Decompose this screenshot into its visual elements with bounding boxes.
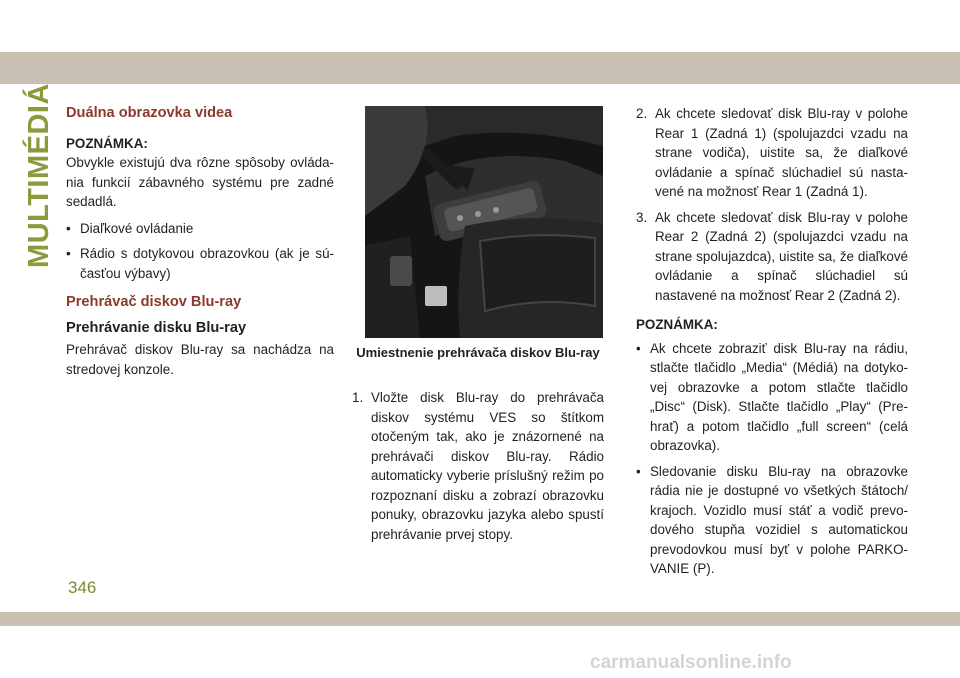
footer-band xyxy=(0,612,960,626)
side-label-text: MULTIMÉDIÁ xyxy=(22,82,55,268)
console-illustration xyxy=(365,106,603,338)
paragraph-location: Prehrávač diskov Blu-ray sa nachádza na stredovej konzole. xyxy=(66,342,334,377)
list-item: • Rádio s dotykovou obrazovkou (ak je súčasťou výbavy) xyxy=(66,244,334,283)
note-text: Obvykle existujú dva rôzne spôsoby ovládania funkcií zábavného systému pre zadné sedadlá. xyxy=(66,155,334,209)
step-text: Vložte disk Blu-ray do prehrávača diskov systému VES so štítkom otočeným tak, ako je znázornené na prehrávači diskov Blu-ray. Rádio automaticky vyberie príslušný režim po rozpoznaní disku a zobrazí obrazovku ponuky, obrazovku jazyka alebo spustí prehrávanie prvej stopy. xyxy=(371,390,604,542)
list-item xyxy=(636,208,908,306)
page-number: 346 xyxy=(68,578,97,597)
column-middle xyxy=(352,388,604,550)
note-title: POZNÁMKA: xyxy=(66,135,148,151)
heading-bluray-player: Prehrávač diskov Blu-ray xyxy=(66,294,242,310)
figure-caption: Umiestnenie prehrávača diskov Blu-ray xyxy=(356,345,600,360)
step-number: 3. xyxy=(636,209,648,225)
list-item: • Diaľkové ovládanie xyxy=(66,219,334,239)
heading-dual-screen: Duálna obrazovka videa xyxy=(66,105,233,121)
step-number: 1. xyxy=(352,390,364,405)
list-item: • Sledovanie disku Blu-ray na obrazovke rádia nie je dostupné vo všetkých štátoch/ krajoch. Vozidlo musí stáť a vodič prevodového stupňa vozidiel s automatickou prevodovkou musí byť v polohe PARKOVANIE (P). xyxy=(636,462,908,579)
column-right xyxy=(636,104,908,585)
watermark: carmanualsonline.info xyxy=(590,652,792,673)
list-item xyxy=(352,388,604,544)
section-side-label xyxy=(22,82,56,268)
subheading-bluray-playback: Prehrávanie disku Blu-ray xyxy=(66,319,247,336)
step-number: 2. xyxy=(636,106,648,121)
console-photo xyxy=(365,106,603,338)
step-text: Ak chcete sledovať disk Blu-ray v polohe Rear 1 (Zadná 1) (spolujazdci vzadu na strane vodiča), uistite sa, že diaľkové ovládanie a spínač slúchadiel sú nastavené na možnosť Rear 1 (Zadná 1). xyxy=(655,106,908,199)
list-item xyxy=(636,104,908,202)
header-band xyxy=(0,52,960,84)
note-title: POZNÁMKA: xyxy=(636,317,718,332)
list-item: • Ak chcete zobraziť disk Blu-ray na rádiu, stlačte tlačidlo „Media“ (Médiá) na dotykovej obrazovke a potom stlačte tlačidlo „Disc“ (Disk). Stlačte tlačidlo „Play“ (Prehrať) a potom tlačidlo „full screen“ (celá obrazovka). xyxy=(636,339,908,456)
column-left xyxy=(66,104,334,386)
step-text: Ak chcete sledovať disk Blu-ray v polohe Rear 2 (Zadná 2) (spolujazdci vzadu na strane spolujazdca), uistite sa, že diaľkové ovládanie a spínač slúchadiel sú nastavené na možnosť Rear 2 (Zadná 2). xyxy=(655,209,908,303)
